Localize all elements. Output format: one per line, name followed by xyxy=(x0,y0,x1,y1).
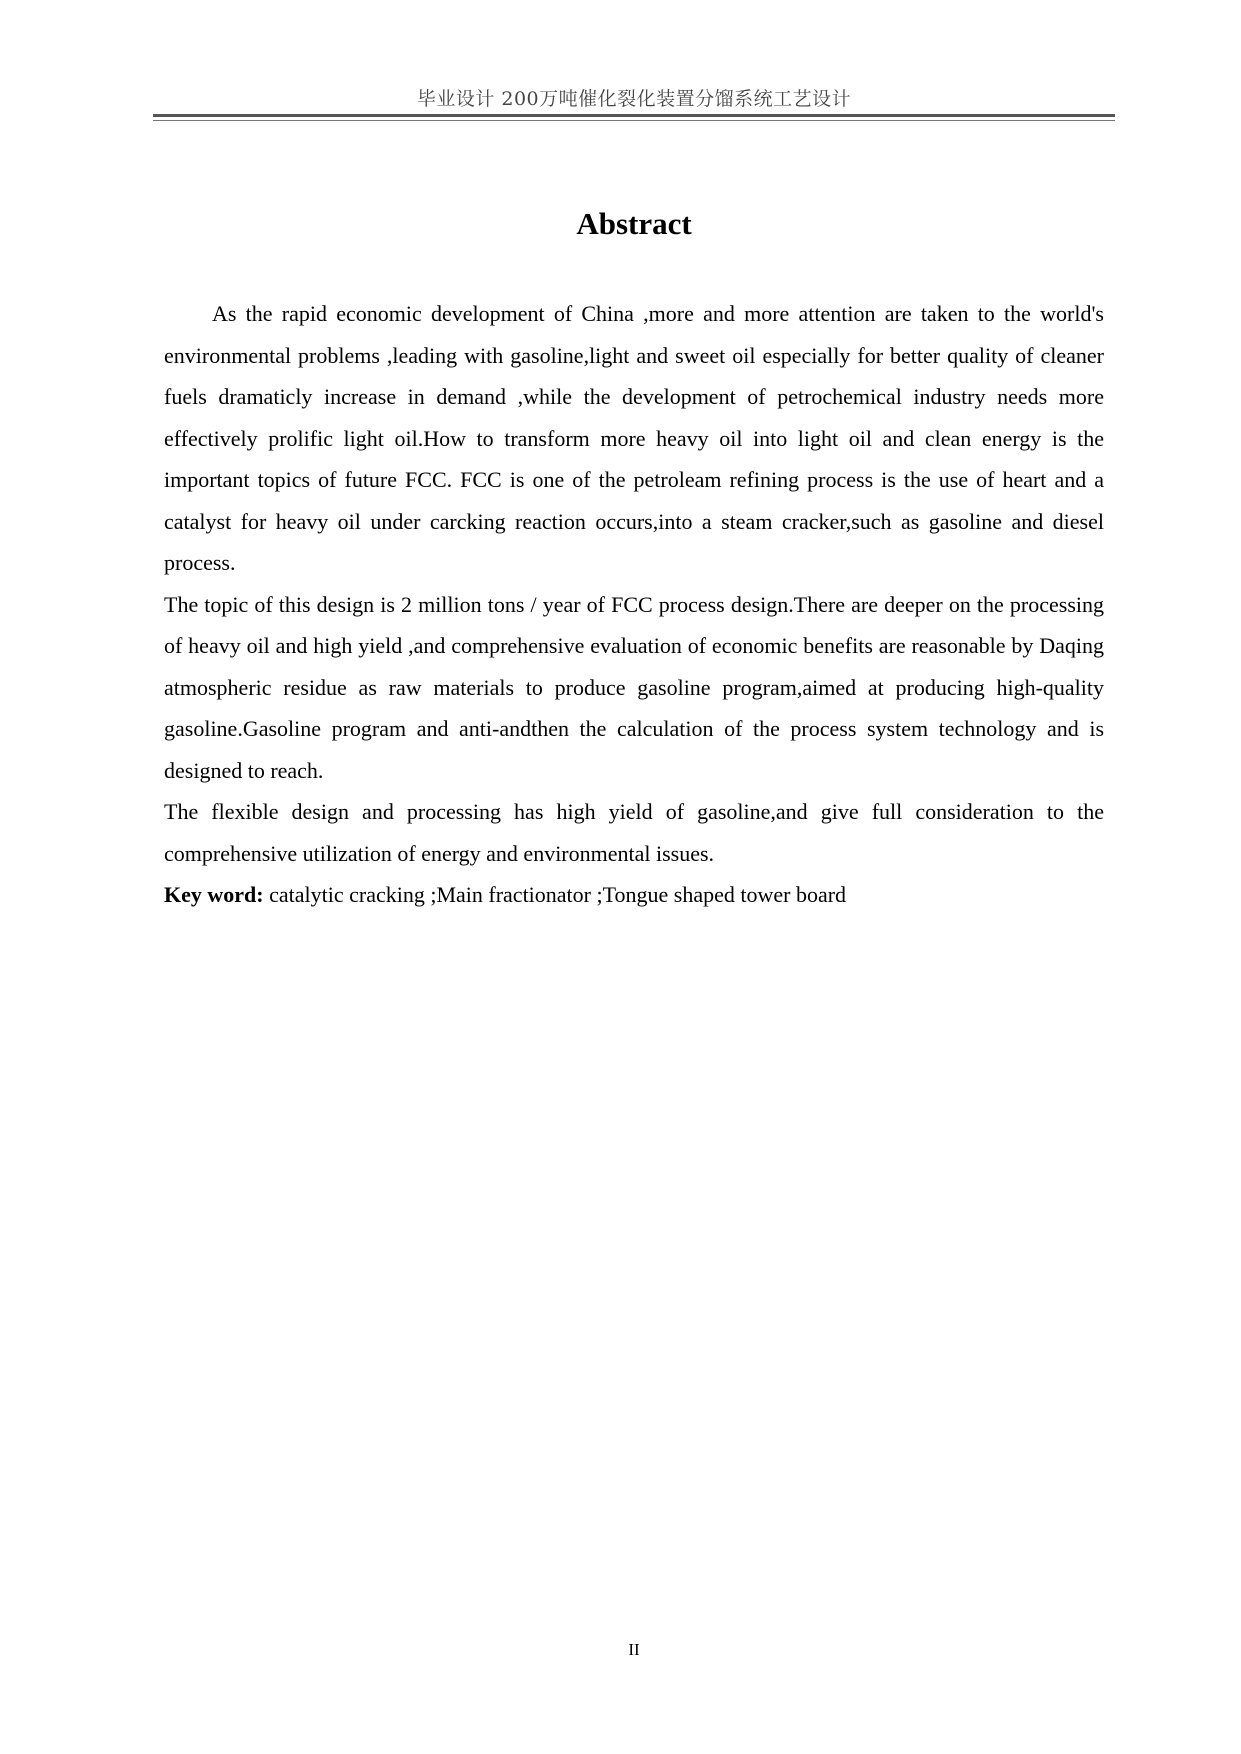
header-rule-thin xyxy=(153,120,1115,121)
keywords-line xyxy=(164,874,1104,916)
abstract-body xyxy=(164,293,1104,916)
running-header: 毕业设计 200万吨催化裂化装置分馏系统工艺设计 xyxy=(416,88,852,110)
abstract-paragraph-3: The flexible design and processing has high yield of gasoline,and give full consideration to the comprehensive utilization of energy and environmental issues. xyxy=(164,799,1104,866)
abstract-paragraph-1: As the rapid economic development of China ,more and more attention are taken to the world's environmental problems ,leading with gasoline,light and sweet oil especially for better quality of cleaner fuels dramaticly increase in demand ,while the development of petrochemical industry needs more effectively prolific light oil.How to transform more heavy oil into light oil and clean energy is the important topics of future FCC. FCC is one of the petroleam refining process is the use of heart and a catalyst for heavy oil under carcking reaction occurs,into a steam cracker,such as gasoline and diesel process. xyxy=(164,301,1104,575)
keywords-label: Key word: xyxy=(164,882,264,907)
header-rule xyxy=(153,114,1115,117)
abstract-title: Abstract xyxy=(576,206,692,241)
keywords-text: catalytic cracking ;Main fractionator ;Tongue shaped tower board xyxy=(263,882,847,907)
abstract-paragraph-2: The topic of this design is 2 million tons / year of FCC process design.There are deeper on the processing of heavy oil and high yield ,and comprehensive evaluation of economic benefits are reasonable by Daqing atmospheric residue as raw materials to produce gasoline program,aimed at producing high-quality gasoline.Gasoline program and anti-andthen the calculation of the process system technology and is designed to reach. xyxy=(164,591,1104,783)
page-number: II xyxy=(628,1640,640,1659)
